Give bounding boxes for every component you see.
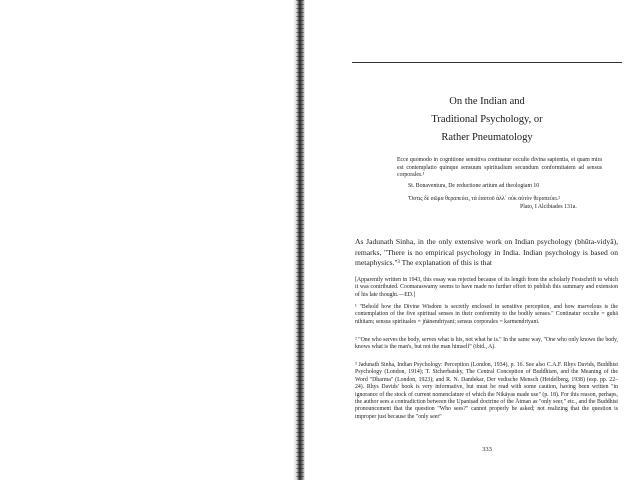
header-rule (352, 62, 622, 63)
title-line-3: Rather Pneumatology (441, 132, 533, 143)
editorial-note: [Apparently written in 1943, this essay was rejected because of its length from the scholarly Festschrift to which it was contributed. Coomaraswamy seems to have made no further effort to publish this summary and extension of his late thought.—ED.] (355, 277, 618, 298)
footnote-1: ¹ "Behold how the Divine Wisdom is secretly enclosed in sensitive perception, and how marvelous is the contemplation of the five spiritual senses in their conformity to the bodily senses." Continatur occulte = guhā nihitam; sensus spirituales = jñānendriyani; sensus corporales = karmendriyani. (355, 304, 618, 325)
page-number: 333 (482, 446, 492, 453)
epigraph-greek: Ὅστις δὲ σῶμα θεραπεύει, τὰ ἑαυτοῦ ἀλλ᾽ οὐκ αὐτὸν θεραπεύει.² (408, 196, 561, 202)
footnote-2: ² "One who serves the body, serves what is his, not what he is." In the same way, "One who only knows the body, knows what is the man's, but not the man himself" (ibid., A). (355, 337, 618, 351)
epigraph-latin: Ecce quomodo in cognitione sensitiva continatur occulte divina sapientia, et quam mira est contemplatio quinque sensuum spiritualium secundum conformitatem ad sensus corporales.¹ (397, 157, 602, 179)
footnote-3: ³ Jadunath Sinha, Indian Psychology: Perception (London, 1934), p. 16. See also C.A.F. Rhys Davids, Buddhist Psychology (London, 1914); T. Stcherbatsky, The Central Conception of Buddhism, and the Meaning of the Word "Dharma" (London, 1923); and R. N. Dandekar, Der vedische Mensch (Heidelberg, 1938) (esp. pp. 22–24). Rhys Davids' book is very informative, but must be read with some caution, having been written "in ignorance of the stock of current nomenclature of which the Nikāyas made use" (p. 18). For this reason, perhaps, the author sees a contradiction between the Upaniṣad doctrine of the Ātman as "only seer," etc., and the Buddhist pronouncement that the question "Who sees?" cannot properly be asked; not realizing that the question is improper just because the "only seer" (355, 362, 618, 420)
gutter-shadow (296, 0, 304, 480)
blank-left-page (0, 0, 300, 480)
epigraph-latin-attribution: St. Bonaventura, De reductione artium ad theologiam 10 (408, 183, 540, 189)
title-line-2: Traditional Psychology, or (431, 114, 543, 125)
title-line-1: On the Indian and (449, 96, 525, 107)
body-paragraph: As Jadunath Sinha, in the only extensive work on Indian psychology (bhūta-vidyā), remarks, "There is no empirical psychology in India. Indian psychology is based on metaphysics."³ The explanation of this is that (355, 237, 618, 267)
epigraph-greek-attribution: Plato, I Alcibiades 131a. (520, 204, 577, 210)
